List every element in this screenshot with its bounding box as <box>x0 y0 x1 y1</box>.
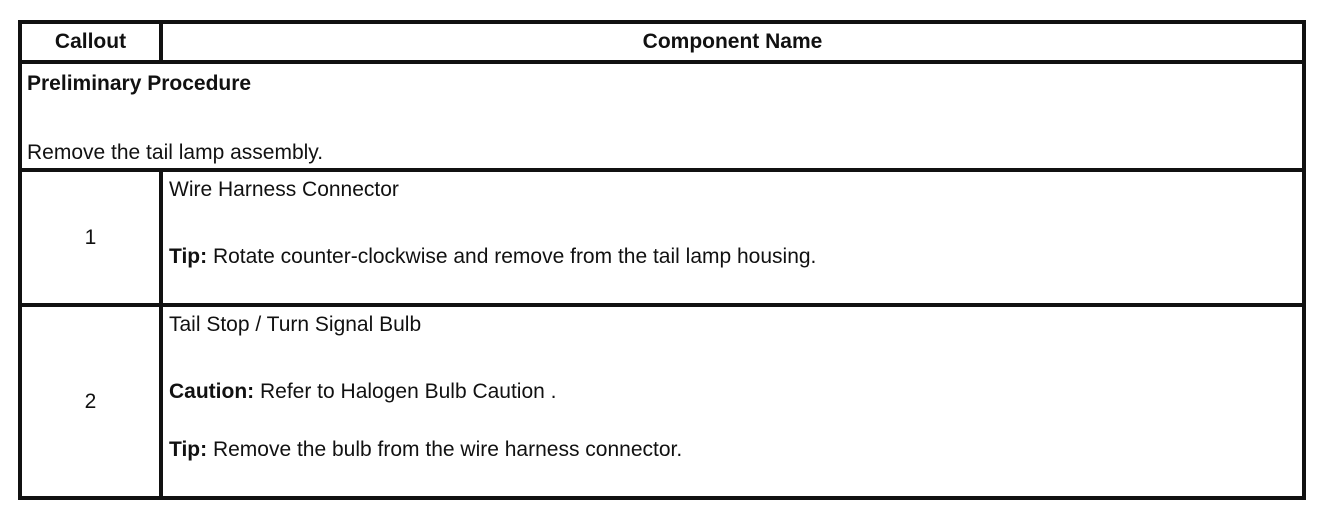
component-cell <box>161 305 1304 498</box>
tip-text: Remove the bulb from the wire harness connector. <box>207 438 683 461</box>
tip-label: Tip: <box>169 438 208 461</box>
component-cell <box>161 170 1304 305</box>
table-header-row <box>20 22 1304 62</box>
tip-label: Tip: <box>169 245 208 268</box>
preliminary-row <box>20 62 1304 170</box>
caution-note <box>169 380 1302 404</box>
preliminary-title: Preliminary Procedure <box>27 72 252 95</box>
table-row <box>20 305 1304 498</box>
preliminary-text: Remove the tail lamp assembly. <box>27 141 324 164</box>
caution-label: Caution: <box>169 380 255 403</box>
component-name: Wire Harness Connector <box>169 178 399 201</box>
tip-note <box>169 438 1302 462</box>
component-column-header: Component Name <box>161 22 1304 62</box>
procedure-table <box>18 20 1306 500</box>
callout-number: 2 <box>20 305 161 498</box>
callout-number: 1 <box>20 170 161 305</box>
table-row <box>20 170 1304 305</box>
tip-note <box>169 245 1302 269</box>
preliminary-cell <box>20 62 1304 170</box>
component-name: Tail Stop / Turn Signal Bulb <box>169 313 422 336</box>
tip-text: Rotate counter-clockwise and remove from the tail lamp housing. <box>207 245 817 268</box>
caution-text: Refer to Halogen Bulb Caution . <box>254 380 557 403</box>
callout-column-header: Callout <box>20 22 161 62</box>
